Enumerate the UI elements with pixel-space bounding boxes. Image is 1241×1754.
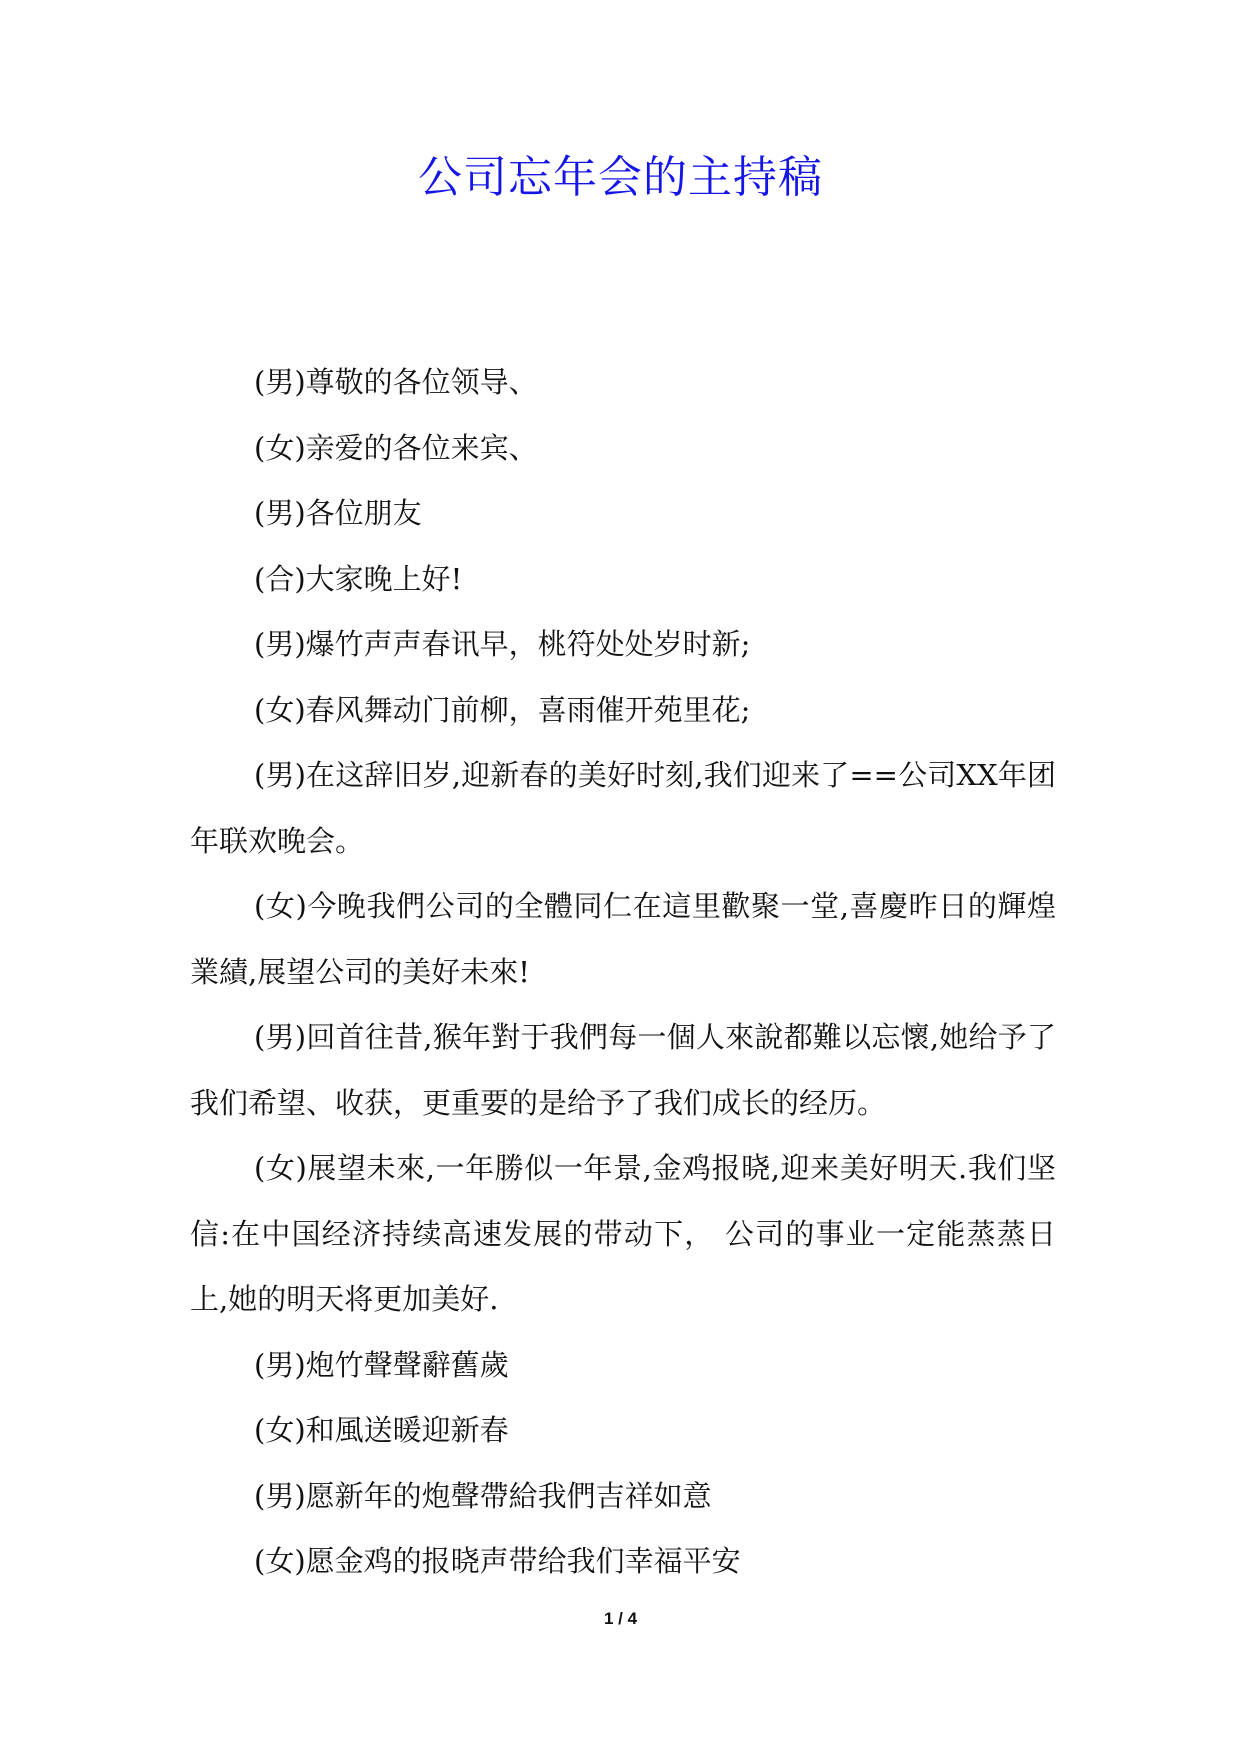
- paragraph: (男)尊敬的各位领导、: [254, 365, 538, 399]
- document-body: [190, 350, 1056, 1595]
- paragraph: (男)爆竹声声春讯早，桃符处处岁时新;: [254, 627, 751, 661]
- page-number: 1 / 4: [603, 1609, 638, 1628]
- document-title: 公司忘年会的主持稿: [418, 152, 823, 203]
- paragraph: (男)在这辞旧岁,迎新春的美好时刻,我们迎来了==公司XX年团年联欢晚会。: [190, 758, 1056, 858]
- paragraph: (女)今晚我們公司的全體同仁在這里歡聚一堂,喜慶昨日的輝煌業績,展望公司的美好未來!: [190, 889, 1056, 989]
- paragraph: (女)亲爱的各位来宾、: [254, 430, 538, 465]
- paragraph: (女)展望未來,一年勝似一年景,金鸡报晓,迎来美好明天.我们坚信:在中国经济持续高速发展的带动下， 公司的事业一定能蒸蒸日上,她的明天将更加美好.: [190, 1151, 1056, 1316]
- paragraph: (女)愿金鸡的报晓声带给我们幸福平安: [254, 1544, 741, 1578]
- paragraph: (男)各位朋友: [254, 496, 422, 530]
- paragraph: (合)大家晚上好!: [254, 561, 463, 596]
- paragraph: (男)回首往昔,猴年對于我們每一個人來說都難以忘懷,她给予了我们希望、收获，更重要的是给予了我们成长的经历。: [190, 1020, 1056, 1120]
- paragraph: (男)炮竹聲聲辭舊歲: [254, 1347, 509, 1382]
- paragraph: (男)愿新年的炮聲帶給我們吉祥如意: [254, 1478, 712, 1513]
- paragraph: (女)和風送暖迎新春: [254, 1413, 509, 1447]
- paragraph: (女)春风舞动门前柳，喜雨催开苑里花;: [254, 692, 751, 727]
